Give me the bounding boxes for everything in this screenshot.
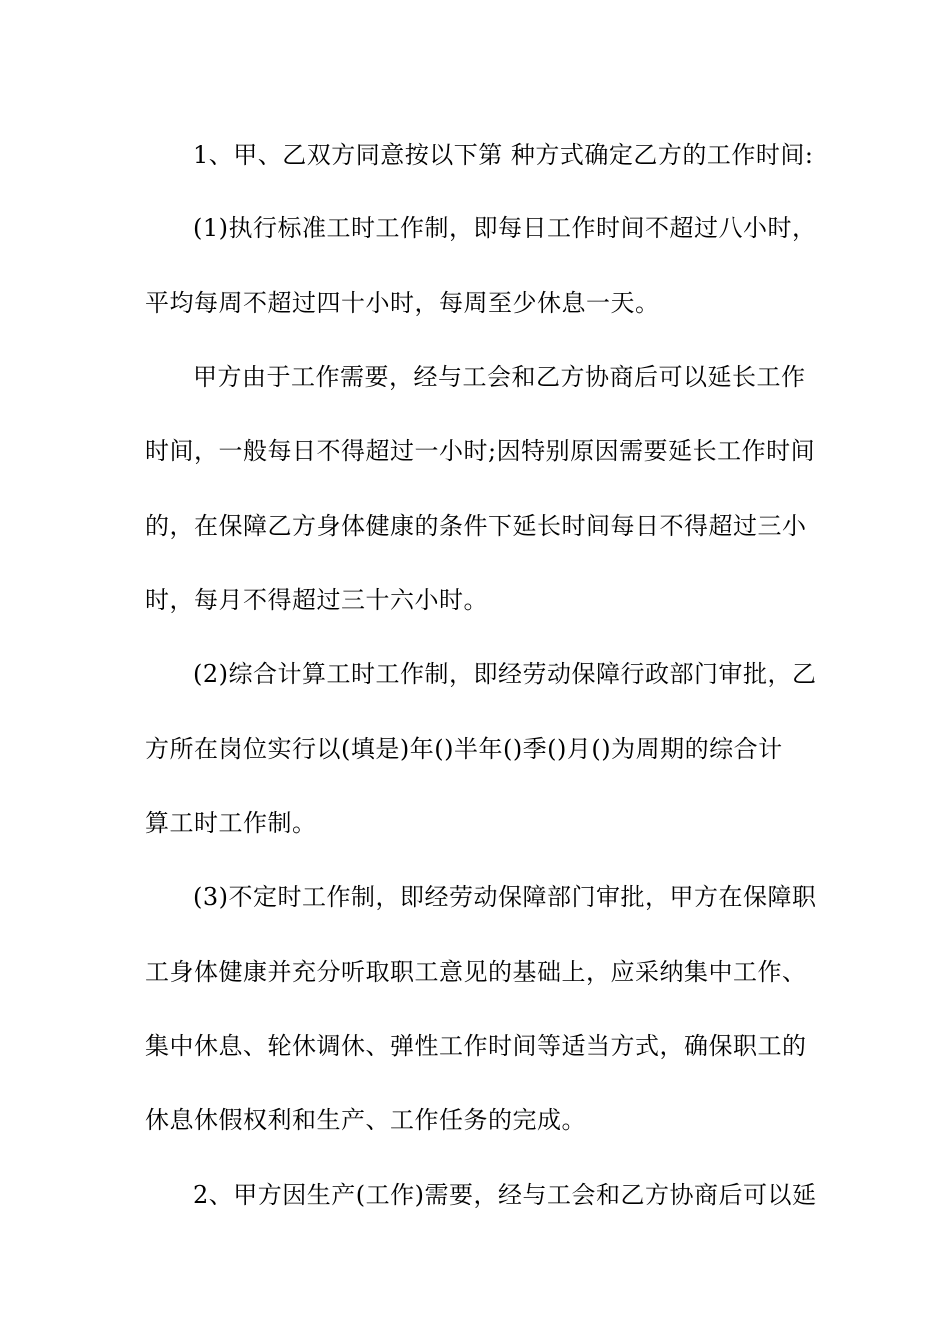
text-line: 算工时工作制。: [145, 809, 317, 837]
text-line: 2、甲方因生产(工作)需要，经与工会和乙方协商后可以延: [193, 1181, 817, 1209]
text-line: 1、甲、乙双方同意按以下第 种方式确定乙方的工作时间:: [193, 141, 814, 169]
text-line: 休息休假权利和生产、工作任务的完成。: [145, 1106, 586, 1134]
text-line: 时间，一般每日不得超过一小时;因特别原因需要延长工作时间: [145, 437, 816, 465]
text-line: 的，在保障乙方身体健康的条件下延长时间每日不得超过三小: [145, 512, 807, 540]
text-line: 工身体健康并充分听取职工意见的基础上，应采纳集中工作、: [145, 958, 807, 986]
text-line: 集中休息、轮休调休、弹性工作时间等适当方式，确保职工的: [145, 1032, 807, 1060]
text-line: (1)执行标准工时工作制，即每日工作时间不超过八小时，: [193, 214, 817, 242]
text-line: (2)综合计算工时工作制，即经劳动保障行政部门审批，乙: [193, 660, 817, 688]
text-line: 时，每月不得超过三十六小时。: [145, 586, 488, 614]
text-line: 甲方由于工作需要，经与工会和乙方协商后可以延长工作: [193, 363, 806, 391]
text-line: 方所在岗位实行以(填是)年()半年()季()月()为周期的综合计: [145, 735, 783, 763]
text-line: 平均每周不超过四十小时，每周至少休息一天。: [145, 289, 660, 317]
text-line: (3)不定时工作制，即经劳动保障部门审批，甲方在保障职: [193, 883, 817, 911]
